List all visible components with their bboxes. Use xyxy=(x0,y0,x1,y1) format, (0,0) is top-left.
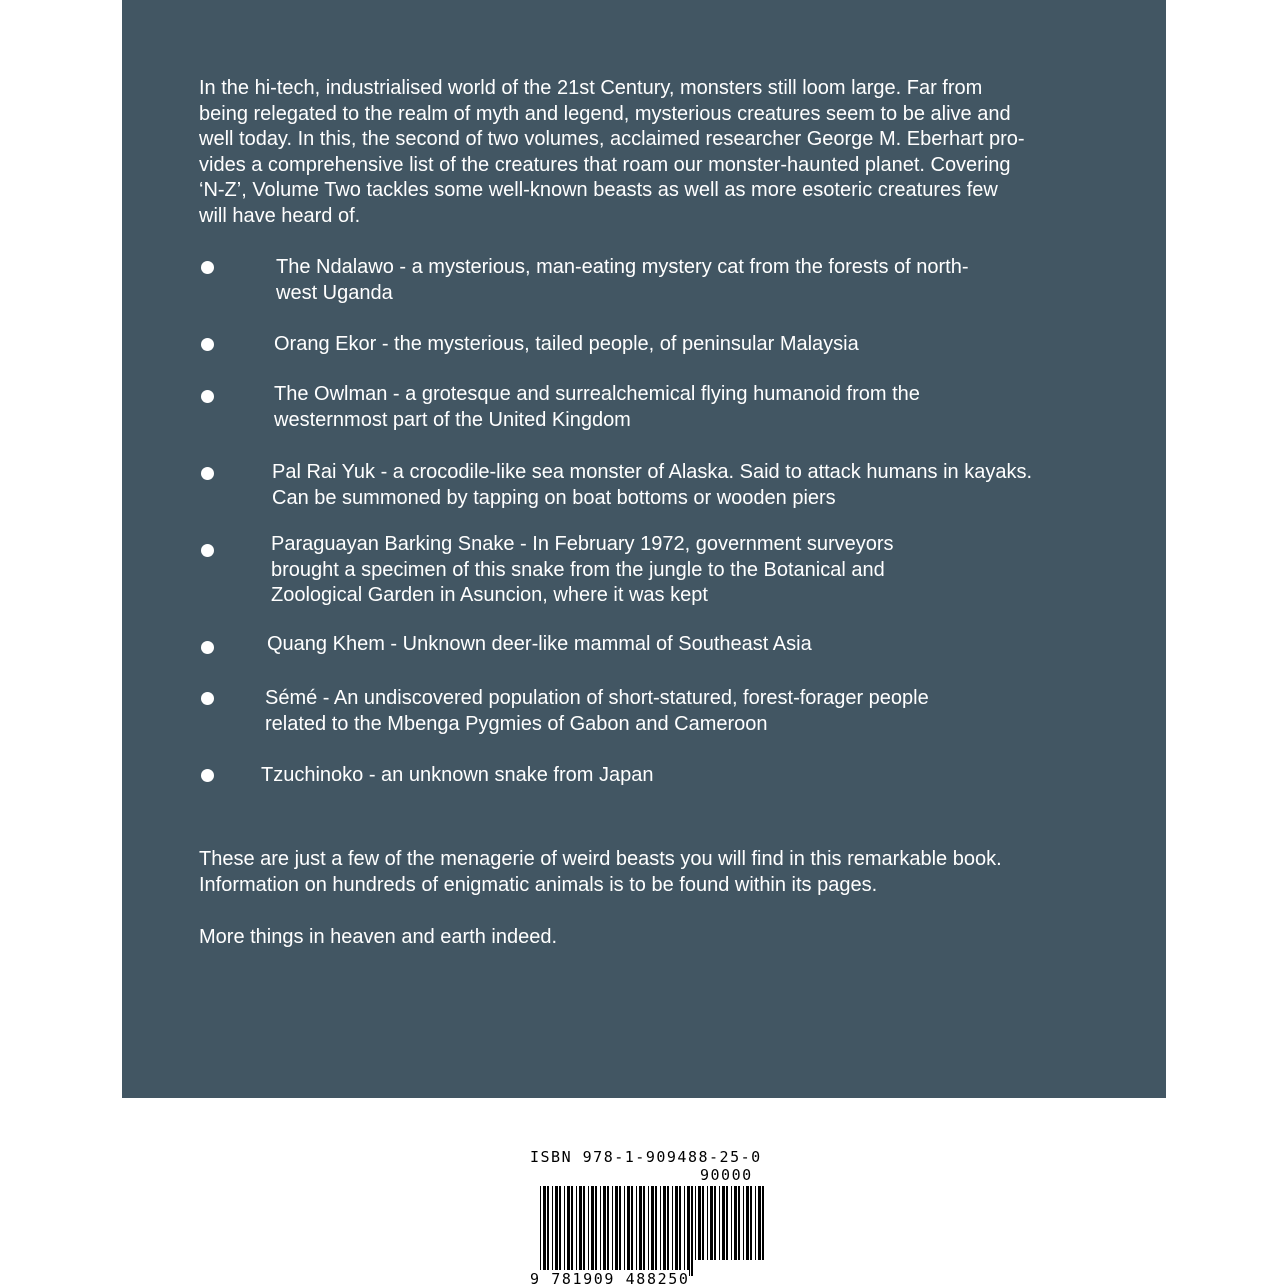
barcode-bar xyxy=(627,1186,630,1276)
addon-barcode-bars xyxy=(695,1186,767,1260)
barcode-bar xyxy=(679,1186,681,1276)
price-code-label: 90000 xyxy=(700,1166,753,1184)
barcode-bar xyxy=(707,1186,708,1260)
barcode-bar xyxy=(540,1186,541,1276)
barcode-bar xyxy=(588,1186,589,1276)
barcode-digits: 9 781909 488250 xyxy=(530,1270,690,1288)
barcode-bar xyxy=(595,1186,597,1276)
barcode-bar xyxy=(583,1186,585,1276)
ean-barcode-bars xyxy=(540,1186,696,1276)
tagline: More things in heaven and earth indeed. xyxy=(199,926,558,948)
bullet-icon xyxy=(201,641,214,654)
barcode-bar xyxy=(600,1186,601,1276)
barcode-bar xyxy=(762,1186,764,1260)
barcode-bar xyxy=(667,1186,669,1276)
barcode-bar xyxy=(719,1186,720,1260)
bullet-icon xyxy=(201,692,214,705)
bullet-icon xyxy=(201,467,214,480)
barcode-bar xyxy=(684,1186,685,1276)
creature-item: Tzuchinoko - an unknown snake from Japan xyxy=(261,764,654,786)
barcode-bar xyxy=(655,1186,657,1276)
barcode-bar xyxy=(576,1186,577,1276)
bullet-icon xyxy=(201,390,214,403)
barcode-bar xyxy=(639,1186,642,1276)
barcode-bar xyxy=(571,1186,573,1276)
barcode-bar xyxy=(726,1186,728,1260)
barcode-bar xyxy=(660,1186,661,1276)
barcode-bar xyxy=(631,1186,633,1276)
barcode-bar xyxy=(743,1186,744,1260)
barcode-bar xyxy=(758,1186,761,1260)
barcode-bar xyxy=(746,1186,749,1260)
barcode-bar xyxy=(675,1186,678,1276)
barcode-bar xyxy=(624,1186,625,1276)
creature-item: The Ndalawo - a mysterious, man-eating mystery cat from the forests of north- west Uganda xyxy=(276,256,969,304)
barcode-bar xyxy=(564,1186,565,1276)
barcode-bar xyxy=(672,1186,673,1276)
barcode-bar xyxy=(643,1186,645,1276)
barcode-bar xyxy=(651,1186,654,1276)
barcode-bar xyxy=(607,1186,609,1276)
closing-paragraph: These are just a few of the menagerie of weird beasts you will find in this remarkable book. Information on hundreds of enigmatic animals is to be found within its pages. xyxy=(199,848,1002,896)
intro-paragraph: In the hi-tech, industrialised world of the 21st Century, monsters still loom large. Far from being relegated to the realm of myth and legend, mysterious creatures seem to be alive and well today. In this, the second of two volumes, acclaimed researcher George M. Eberhart pro- vides a comprehensive list of the creatures that roam our monster-haunted planet. Covering ‘N-Z’, Volume Two tackles some well-known beasts as well as more esoteric creatures few will have heard of. xyxy=(199,77,1025,227)
barcode-bar xyxy=(619,1186,621,1276)
creature-item: Orang Ekor - the mysterious, tailed people, of peninsular Malaysia xyxy=(274,333,859,355)
barcode-bar xyxy=(555,1186,558,1276)
barcode-bar xyxy=(695,1186,696,1260)
creature-item: The Owlman - a grotesque and surrealchemical flying humanoid from the westernmost part of the United Kingdom xyxy=(274,383,920,431)
barcode-bar xyxy=(591,1186,594,1276)
barcode-bar xyxy=(734,1186,737,1260)
creature-item: Paraguayan Barking Snake - In February 1972, government surveyors brought a specimen of this snake from the jungle to the Botanical and Zoological Garden in Asuncion, where it was kept xyxy=(271,533,894,606)
barcode-bar xyxy=(579,1186,582,1276)
bullet-icon xyxy=(201,769,214,782)
isbn-barcode xyxy=(530,1148,770,1288)
barcode-bar xyxy=(687,1186,690,1276)
barcode-bar xyxy=(738,1186,740,1260)
barcode-bar xyxy=(702,1186,704,1260)
bullet-icon xyxy=(201,261,214,274)
barcode-bar xyxy=(731,1186,732,1260)
barcode-bar xyxy=(636,1186,637,1276)
barcode-bar xyxy=(603,1186,606,1276)
barcode-bar xyxy=(648,1186,649,1276)
creature-item: Pal Rai Yuk - a crocodile-like sea monster of Alaska. Said to attack humans in kayaks. Can be summoned by tapping on boat bottoms or wooden piers xyxy=(272,461,1032,509)
barcode-bar xyxy=(567,1186,570,1276)
creature-item: Sémé - An undiscovered population of short-statured, forest-forager people related to the Mbenga Pygmies of Gabon and Cameroon xyxy=(265,687,929,735)
creature-item: Quang Khem - Unknown deer-like mammal of Southeast Asia xyxy=(267,633,812,655)
barcode-bar xyxy=(559,1186,561,1276)
barcode-bar xyxy=(615,1186,618,1276)
barcode-bar xyxy=(710,1186,713,1260)
barcode-bar xyxy=(547,1186,549,1276)
barcode-bar xyxy=(755,1186,756,1260)
bullet-icon xyxy=(201,544,214,557)
barcode-bar xyxy=(543,1186,546,1276)
isbn-label: ISBN 978-1-909488-25-0 xyxy=(530,1148,762,1166)
barcode-bar xyxy=(552,1186,553,1276)
barcode-bar xyxy=(698,1186,701,1260)
bullet-icon xyxy=(201,338,214,351)
back-cover-panel xyxy=(122,0,1166,1098)
barcode-bar xyxy=(722,1186,725,1260)
barcode-bar xyxy=(663,1186,666,1276)
barcode-bar xyxy=(612,1186,613,1276)
barcode-bar xyxy=(750,1186,752,1260)
barcode-bar xyxy=(714,1186,716,1260)
barcode-bar xyxy=(691,1186,693,1276)
